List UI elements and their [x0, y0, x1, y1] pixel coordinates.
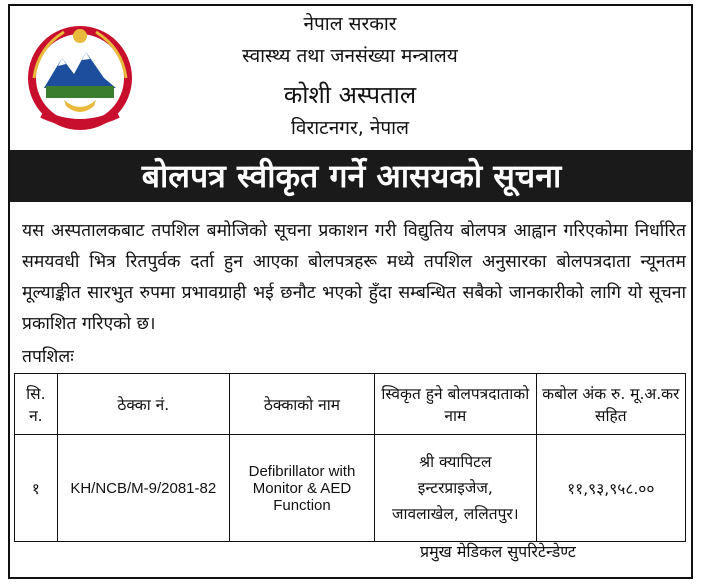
col-header-amount: कबोल अंक रु. मू.अ.कर सहित [536, 374, 685, 435]
header-government: नेपाल सरकार [303, 13, 397, 35]
cell-contract-name: Defibrillator with Monitor & AED Function [229, 435, 374, 542]
cell-bidder: श्री क्यापिटल इन्टरप्राइजेज, जावलाखेल, ललितपुर। [375, 435, 537, 542]
table-row [15, 435, 686, 542]
emblem-hills [46, 86, 114, 98]
cell-amount: ११,९३,९५८.०० [536, 435, 685, 542]
header-location: विराटनगर, नेपाल [291, 117, 409, 139]
cell-contract-no: KH/NCB/M-9/2081-82 [57, 435, 229, 542]
notice-paragraph: यस अस्पतालकबाट तपशिल बमोजिको सूचना प्रकाशन गरी विद्युतिय बोलपत्र आह्वान गरिएकोमा निर्धारित समयवधी भित्र रितपुर्वक दर्ता हुन आएका बोलपत्रहरू मध्ये तपशिल अनुसारका बोलपत्रदाता न्यूनतम मूल्याङ्कीत सारभुत रुपमा प्रभावग्राही भई छनौट भएको हुँदा सम्बन्धित सबैको जानकारीको लागि यो सूचना प्रकाशित गरिएको छ। [22, 221, 686, 334]
header-hospital: कोशी अस्पताल [283, 81, 417, 109]
col-header-sn: सि. न. [15, 374, 58, 435]
col-header-contract-name: ठेक्काको नाम [229, 374, 374, 435]
col-header-bidder: स्विकृत हुने बोलपत्रदाताको नाम [375, 374, 537, 435]
col-header-contract-no: ठेक्का नं. [57, 374, 229, 435]
nepal-government-emblem-icon [24, 22, 136, 134]
cell-sn: १ [15, 435, 58, 542]
signature-title: प्रमुख मेडिकल सुपरिटेन्डेण्ट [420, 542, 576, 561]
table-header-row [15, 374, 686, 435]
award-table [14, 373, 686, 542]
header-ministry: स्वास्थ्य तथा जनसंख्या मन्त्रालय [242, 45, 458, 67]
emblem-flag-sun [73, 29, 87, 43]
notice-title-banner: बोलपत्र स्वीकृत गर्ने आसयको सूचना [10, 150, 693, 202]
tapsil-label: तपशिलः [22, 347, 74, 367]
